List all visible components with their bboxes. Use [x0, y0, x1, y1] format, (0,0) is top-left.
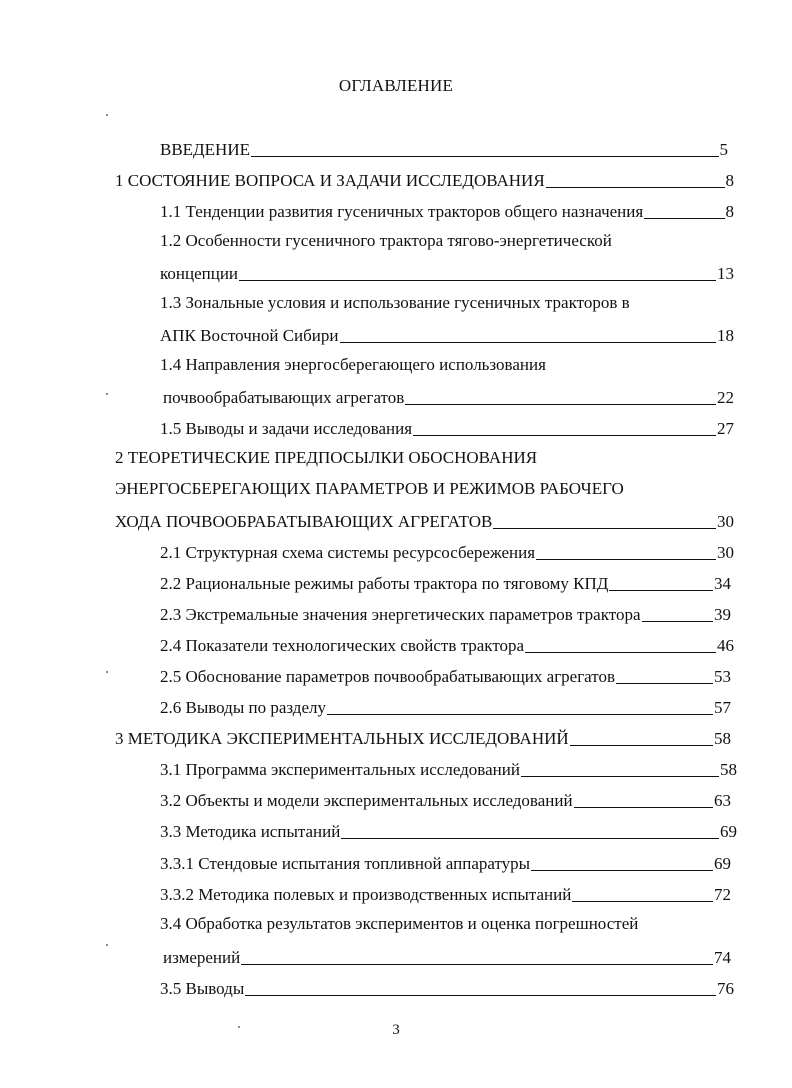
- toc-leader: [493, 528, 716, 529]
- toc-entry: [160, 634, 734, 656]
- toc-entry: [160, 820, 737, 842]
- toc-entry-text: почвообрабатывающих агрегатов: [163, 388, 405, 407]
- toc-entry-text: 2.2 Рациональные режимы работы трактора по тяговому КПД: [160, 574, 609, 593]
- toc-entry-page: 53: [714, 667, 731, 686]
- toc-entry-page: 69: [714, 854, 731, 873]
- toc-entry-text: 2.3 Экстремальные значения энергетических параметров трактора: [160, 605, 641, 624]
- toc-leader: [531, 870, 713, 871]
- toc-entry: [115, 727, 731, 749]
- toc-leader: [572, 901, 713, 902]
- toc-leader: [644, 218, 724, 219]
- toc-entry-page: 34: [714, 574, 731, 593]
- toc-entry-page: 76: [717, 979, 734, 998]
- toc-entry-text: 1.4 Направления энергосберегающего использования: [160, 355, 546, 374]
- toc-title: ОГЛАВЛЕНИЕ: [338, 76, 454, 95]
- toc-entry-page: 72: [714, 885, 731, 904]
- toc-entry-text: 2 ТЕОРЕТИЧЕСКИЕ ПРЕДПОСЫЛКИ ОБОСНОВАНИЯ: [115, 448, 538, 467]
- toc-entry-page: 13: [717, 264, 734, 283]
- toc-entry-text: 2.6 Выводы по разделу: [160, 698, 326, 717]
- toc-entry-text: 3.3.2 Методика полевых и производственных испытаний: [160, 885, 572, 904]
- toc-entry-page: 27: [717, 419, 734, 438]
- toc-entry-text: 1 СОСТОЯНИЕ ВОПРОСА И ЗАДАЧИ ИССЛЕДОВАНИЯ: [115, 171, 545, 190]
- toc-entry-text: ЭНЕРГОСБЕРЕГАЮЩИХ ПАРАМЕТРОВ И РЕЖИМОВ РАБОЧЕГО: [115, 479, 624, 498]
- toc-entry-text: 1.5 Выводы и задачи исследования: [160, 419, 413, 438]
- toc-entry-page: 8: [725, 171, 734, 190]
- toc-entry-page: 63: [714, 791, 731, 810]
- toc-leader: [327, 714, 713, 715]
- toc-entry: [115, 448, 537, 470]
- toc-leader: [609, 590, 713, 591]
- toc-entry: [160, 231, 612, 253]
- toc-entry: [160, 883, 731, 905]
- toc-entry-text: 3 МЕТОДИКА ЭКСПЕРИМЕНТАЛЬНЫХ ИССЛЕДОВАНИЙ: [115, 729, 569, 748]
- toc-entry-text: концепции: [160, 264, 239, 283]
- toc-entry: [160, 758, 737, 780]
- toc-entry-text: 1.3 Зональные условия и использование гусеничных тракторов в: [160, 293, 630, 312]
- toc-entry-text: 1.1 Тенденции развития гусеничных тракторов общего назначения: [160, 202, 644, 221]
- toc-entry-text: 3.4 Обработка результатов экспериментов и оценка погрешностей: [160, 914, 639, 933]
- toc-leader: [251, 156, 719, 157]
- toc-leader: [546, 187, 725, 188]
- toc-entry-page: 8: [725, 202, 734, 221]
- toc-entry-page: 39: [714, 605, 731, 624]
- toc-entry-text: ВВЕДЕНИЕ: [160, 140, 250, 159]
- toc-entry-page: 69: [720, 822, 737, 841]
- toc-leader: [536, 559, 716, 560]
- toc-entry: [115, 510, 734, 532]
- toc-entry: [115, 479, 624, 501]
- toc-entry-page: 46: [717, 636, 734, 655]
- toc-leader: [245, 995, 716, 996]
- toc-entry: [160, 914, 638, 936]
- toc-entry-text: 2.5 Обоснование параметров почвообрабатывающих агрегатов: [160, 667, 616, 686]
- toc-entry-text: ХОДА ПОЧВООБРАБАТЫВАЮЩИХ АГРЕГАТОВ: [115, 512, 493, 531]
- toc-leader: [340, 342, 717, 343]
- toc-entry-page: 5: [719, 140, 728, 159]
- toc-entry: [160, 977, 734, 999]
- toc-entry: [160, 852, 731, 874]
- toc-leader: [241, 964, 713, 965]
- toc-entry-page: 18: [717, 326, 734, 345]
- scan-speck: [238, 1026, 240, 1028]
- toc-entry-text: 3.5 Выводы: [160, 979, 245, 998]
- toc-entry-text: 2.1 Структурная схема системы ресурсосбережения: [160, 543, 536, 562]
- toc-entry: [160, 789, 731, 811]
- scan-speck: [106, 114, 108, 116]
- toc-leader: [574, 807, 713, 808]
- toc-leader: [521, 776, 719, 777]
- toc-entry: [160, 603, 731, 625]
- toc-entry-text: 3.2 Объекты и модели экспериментальных исследований: [160, 791, 573, 810]
- toc-entry-page: 58: [714, 729, 731, 748]
- toc-entry: [160, 417, 734, 439]
- toc-entry: [160, 293, 630, 315]
- toc-entry-page: 57: [714, 698, 731, 717]
- toc-leader: [525, 652, 716, 653]
- toc-entry: [160, 262, 734, 284]
- toc-leader: [413, 435, 716, 436]
- toc-entry: [160, 200, 734, 222]
- toc-entry: [160, 696, 731, 718]
- scan-speck: [106, 671, 108, 673]
- toc-leader: [405, 404, 716, 405]
- toc-entry-page: 74: [714, 948, 731, 967]
- toc-entry-text: 3.1 Программа экспериментальных исследований: [160, 760, 520, 779]
- toc-entry-page: 58: [720, 760, 737, 779]
- toc-entry: [160, 572, 731, 594]
- toc-entry: [163, 946, 731, 968]
- scan-speck: [106, 944, 108, 946]
- toc-entry: [160, 665, 731, 687]
- toc-entry: [160, 541, 734, 563]
- toc-entry-page: 30: [717, 543, 734, 562]
- toc-leader: [642, 621, 713, 622]
- toc-entry-text: измерений: [163, 948, 241, 967]
- toc-entry: [160, 324, 734, 346]
- toc-entry-text: 3.3 Методика испытаний: [160, 822, 341, 841]
- toc-entry-text: 3.3.1 Стендовые испытания топливной аппаратуры: [160, 854, 531, 873]
- toc-leader: [616, 683, 713, 684]
- toc-entry: [115, 169, 734, 191]
- toc-entry-page: 30: [717, 512, 734, 531]
- toc-leader: [570, 745, 713, 746]
- toc-entry-text: АПК Восточной Сибири: [160, 326, 339, 345]
- toc-entry: [160, 138, 728, 160]
- toc-leader: [341, 838, 719, 839]
- toc-entry-text: 1.2 Особенности гусеничного трактора тягово-энергетической: [160, 231, 612, 250]
- page-number: 3: [392, 1022, 400, 1038]
- toc-entry: [163, 386, 734, 408]
- toc-entry-text: 2.4 Показатели технологических свойств трактора: [160, 636, 525, 655]
- scan-speck: [106, 393, 108, 395]
- toc-leader: [239, 280, 716, 281]
- toc-entry: [160, 355, 546, 377]
- toc-entry-page: 22: [717, 388, 734, 407]
